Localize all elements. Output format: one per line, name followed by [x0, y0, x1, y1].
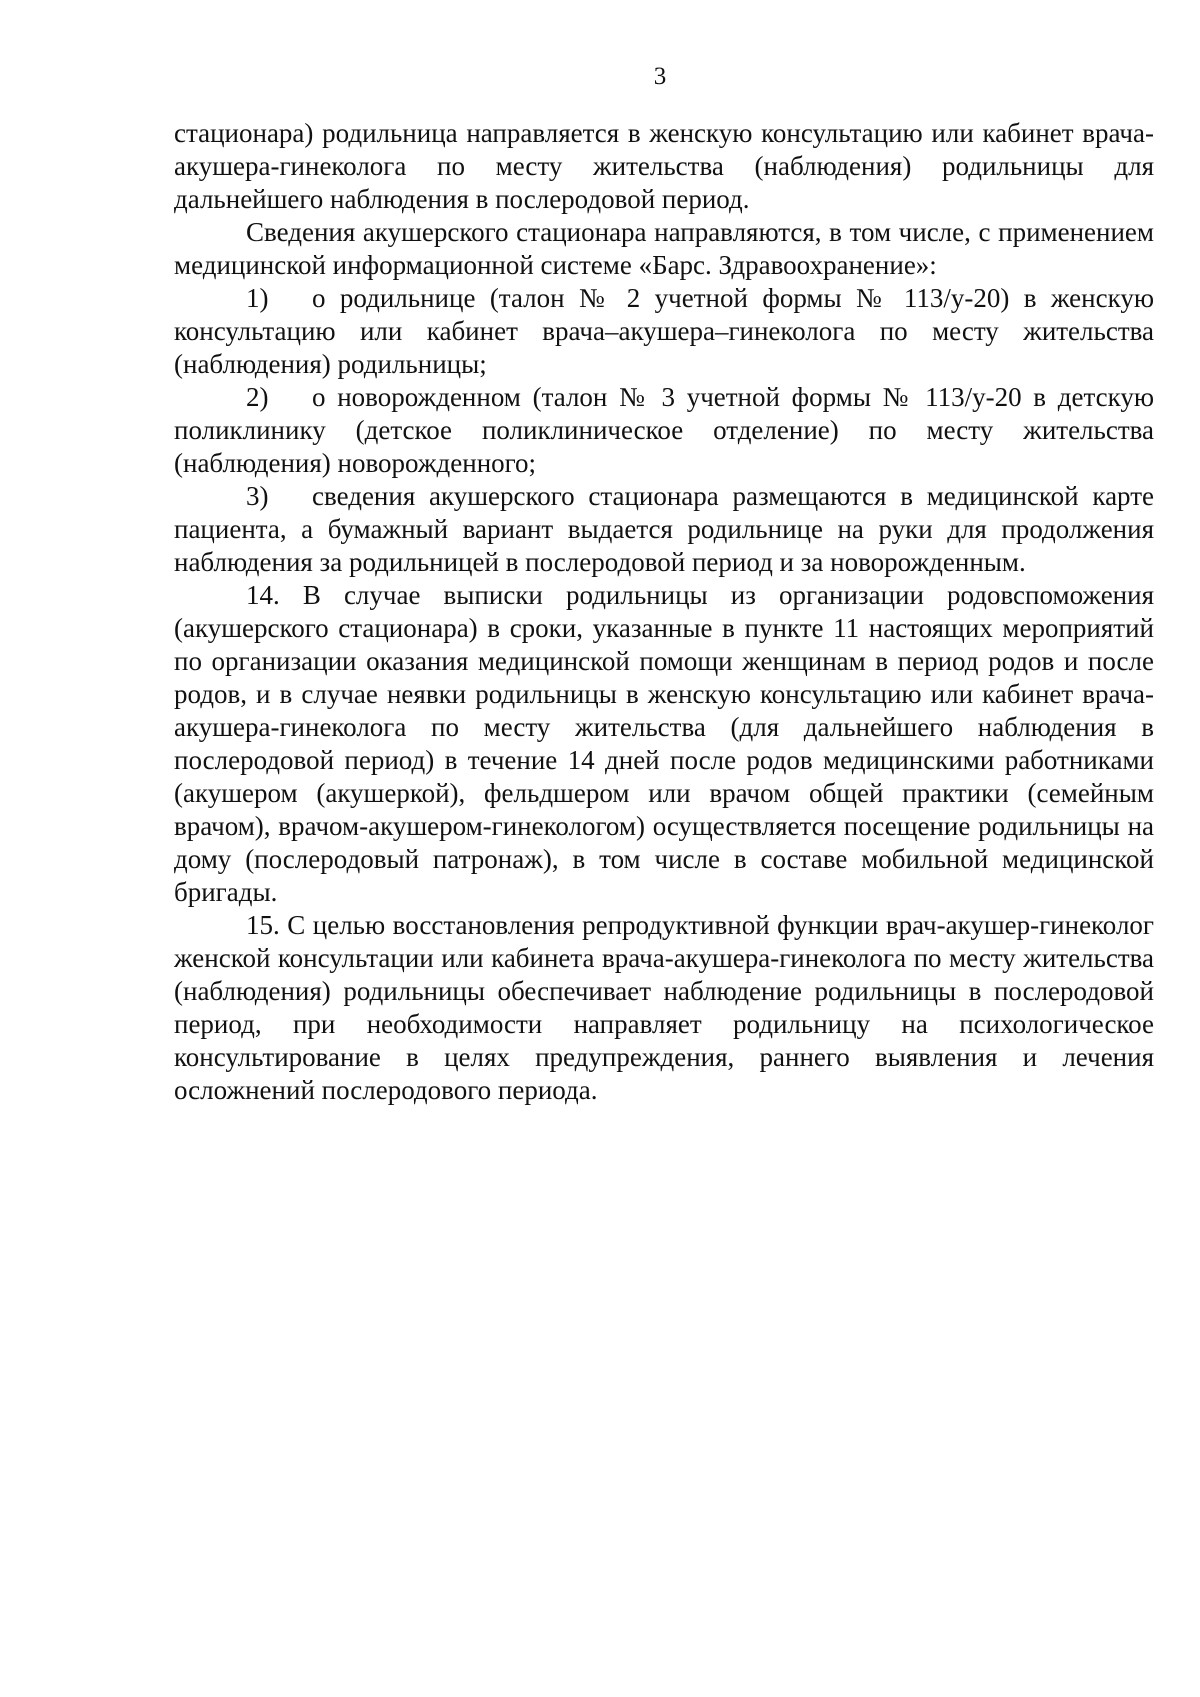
- list-item-2: [174, 381, 1154, 480]
- paragraph-obstetric-info: Сведения акушерского стационара направляются, в том числе, с применением медицинской информационной системе «Барс. Здравоохранение»:: [174, 217, 1154, 280]
- list-item-text: о родильнице (талон № 2 учетной формы № 113/у-20) в женскую консультацию или кабинет врача–акушера–гинеколога по месту жительства (наблюдения) родильницы;: [174, 283, 1154, 379]
- list-item-number: 1): [246, 283, 269, 313]
- list-item-3: [174, 480, 1154, 579]
- list-item-number: 2): [246, 382, 269, 412]
- list-item-text: сведения акушерского стационара размещаются в медицинской карте пациента, а бумажный вариант выдается родильнице на руки для продолжения наблюдения за родильницей в послеродовой период и за новорожденным.: [174, 481, 1154, 577]
- paragraph-14: 14. В случае выписки родильницы из организации родовспоможения (акушерского стационара) в сроки, указанные в пункте 11 настоящих мероприятий по организации оказания медицинской помощи женщинам в период родов и после родов, и в случае неявки родильницы в женскую консультацию или кабинет врача-акушера-гинеколога по месту жительства (для дальнейшего наблюдения в послеродовой период) в течение 14 дней после родов медицинскими работниками (акушером (акушеркой), фельдшером или врачом общей практики (семейным врачом), врачом-акушером-гинекологом) осуществляется посещение родильницы на дому (послеродовый патронаж), в том числе в составе мобильной медицинской бригады.: [174, 580, 1154, 907]
- paragraph-15: 15. С целью восстановления репродуктивной функции врач-акушер-гинеколог женской консультации или кабинета врача-акушера-гинеколога по месту жительства (наблюдения) родильницы обеспечивает наблюдение родильницы в послеродовой период, при необходимости направляет родильницу на психологическое консультирование в целях предупреждения, раннего выявления и лечения осложнений послеродового периода.: [174, 910, 1154, 1105]
- list-item-number: 3): [246, 481, 269, 511]
- document-body: [174, 117, 1154, 1107]
- list-item-1: [174, 282, 1154, 381]
- list-item-text: о новорожденном (талон № 3 учетной формы № 113/у-20 в детскую поликлинику (детское поликлиническое отделение) по месту жительства (наблюдения) новорожденного;: [174, 382, 1154, 478]
- page-number: 3: [653, 63, 667, 90]
- paragraph-continuation: стационара) родильница направляется в женскую консультацию или кабинет врача-акушера-гинеколога по месту жительства (наблюдения) родильницы для дальнейшего наблюдения в послеродовой период.: [174, 118, 1154, 214]
